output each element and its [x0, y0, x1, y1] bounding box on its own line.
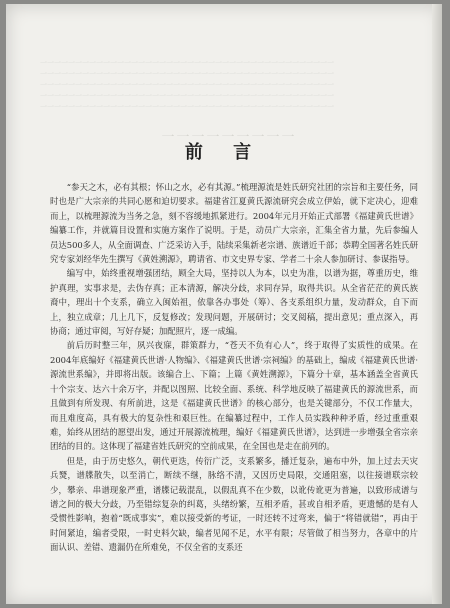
page-title: 前 言 [184, 142, 264, 163]
paragraph: 但是，由于历史悠久，朝代更迭，传衍广泛，支系繁多，播迁复杂，遍布中外，加上过去天灾兵燹，谱牒散失，以至消亡，断续不继，脉络不清，又因历史局限，交通阻塞，以往接谱联宗较少，攀亲、串谱现象严重，谱牒记载混乱，以假乱真不在少数，以讹传讹更为普遍，以致形成谱与谱之间的极大分歧，乃至错综复杂的纠葛，头绪纷繁，互相矛盾，甚或自相矛盾，更遗憾的是有人受惯性影响，抱着“既成事实”，难以接受新的考证，一时还转不过弯来，偏于“将错就错”，再由于时间紧迫，编者受限，一时史料欠缺，编者见闻不足，水平有限；尽管做了相当努力，各章中的片面认识、差错、遗漏仍在所难免，不仅全省的支系还 [50, 455, 418, 553]
scanned-page [6, 4, 442, 604]
preface-body [50, 180, 418, 555]
bleed-through-text: 一一一一一一一一一一一一一一一一一一一一一一一一一一一一一一一一一一一一一一一一一一 一一一一一一一一一一一一一一一一一一一一一一一一一一一一一一一一一一一一一一一一一一 一一一一一一一一一一一一一一一一一一一一一一一一一一一一一一一一一一一一一一一一一一 一一一一一一一一一一一一一一一一一一一一一一一一一一一一一一一一一一一一一一一一一一 一一一一一一一一一一一一一一一一一一一一一一一一一一一一一一一一一一一一一一一一一一 [40, 59, 334, 111]
paragraph: 编写中，始终重视增强团结，顾全大局，坚持以人为本，以史为准，以谱为据，尊重历史，维护真理，实事求是，去伪存真；正本清源，解决分歧，求同存异，取得共识。从全省茫茫的黄氏族裔中，理出十个支系，确立入闽始祖，依靠各办事处（筹）、各支系组织力量，发动群众，自下而上，独立成章；几上几下，反复修改；发现问题，开展研讨；交叉阅稿，提出意见；重点深入，再协商；通过审阅，写好存疑；加配照片，逐一成编。 [50, 268, 418, 337]
paragraph: “参天之木，必有其根；怀山之水，必有其源。”梳理源流是姓氏研究社团的宗旨和主要任务，同时也是广大宗亲的共同心愿和迫切要求。福建省江夏黄氏源流研究会成立伊始，就下定决心，迎难而上，以梳理源流为当务之急，刻不容缓地抓紧进行。2004年元月开始正式部署《福建黄氏世谱》编纂工作，并就篇目设置和实施方案作了说明。于是，动员广大宗亲，汇集全省力量，先后参编人员达500多人，从全面调查、广泛采访入手，陆续采集新老宗谱、族谱近千部；恭聘全国著名姓氏研究专家刘经华先生撰写《黄姓溯源》，聘请省、市文史界专家、学者二十余人参加研讨、参谋指导。 [50, 182, 418, 265]
page-spine-shadow [432, 4, 442, 604]
paragraph: 前后历时整三年，夙兴夜寐，群策群力，“苍天不负有心人”，终于取得了实质性的成果。在2004年底编好《福建黄氏世谱·人物编》、《福建黄氏世谱·宗祠编》的基础上，编成《福建黄氏世谱·源流世系编》，并即将出版。该编合上、下篇；上篇《黄姓溯源》，下篇分十章，基本涵盖全省黄氏十个宗支、达六十余万字，并配以图照、比较全面、系统、科学地反映了福建黄氏的源流世系，而且做到有所发现、有所前进，这是《福建黄氏世谱》的核心部分，也是关键部分，不仅工作量大，而且难度高，具有极大的复杂性和艰巨性。在编纂过程中，工作人员实践种种矛盾，经过重重艰难，始终从团结的愿望出发，通过开展源流梳理，编好《福建黄氏世谱》，达到进一步增强全省宗亲团结的目的。这体现了福建省姓氏研究的空前成果，在全国也是走在前列的。 [50, 340, 418, 452]
bleed-through-heading: 一一一一一一一一一 [161, 130, 297, 145]
